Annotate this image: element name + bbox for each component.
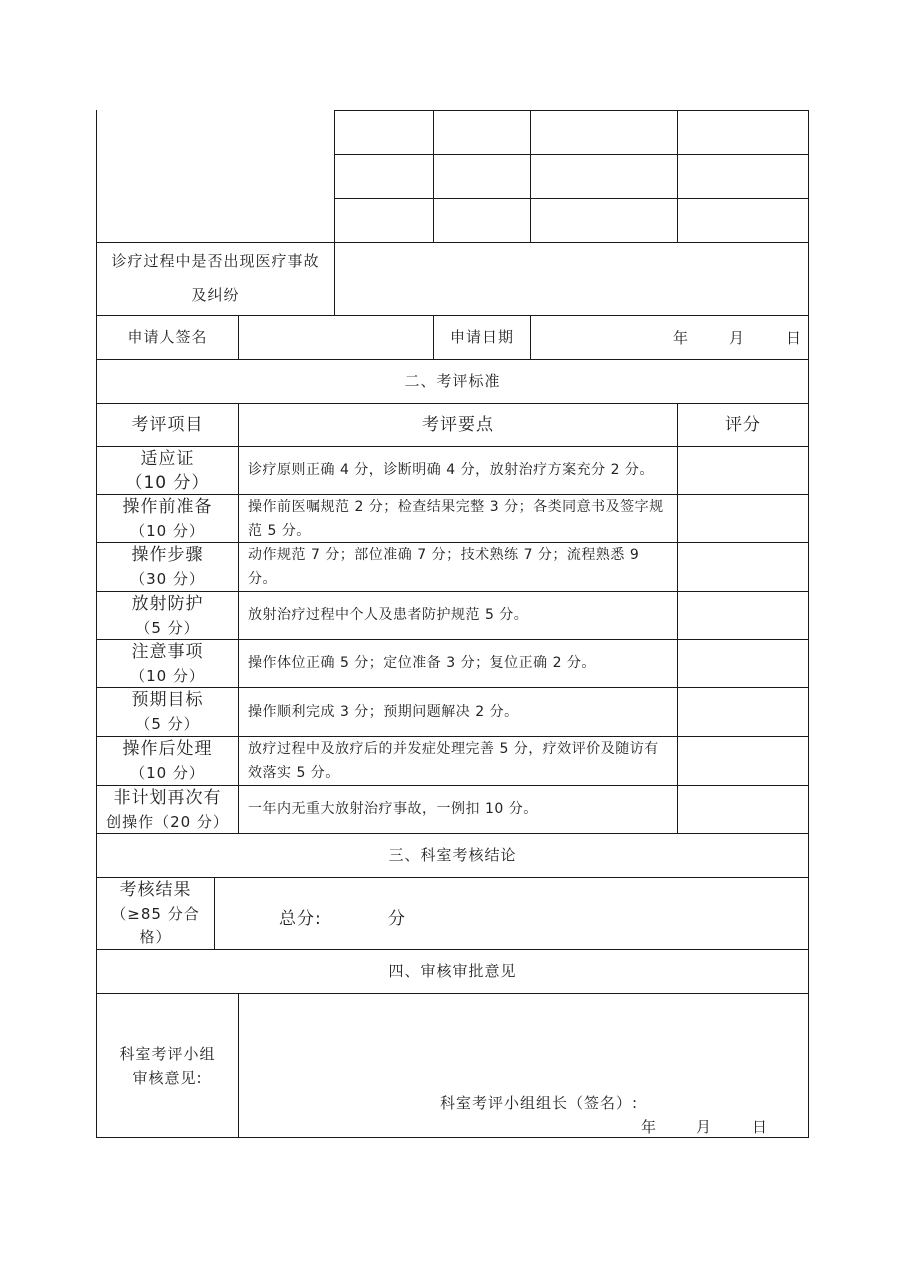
rule xyxy=(530,315,531,359)
result-threshold-end: 格） xyxy=(139,928,172,946)
item-points: （5 分） xyxy=(135,715,200,733)
item-points: （10 分） xyxy=(130,764,205,782)
date-day: 日 xyxy=(786,329,803,347)
item-points: 创操作（20 分） xyxy=(106,813,229,831)
rule xyxy=(96,242,809,243)
item-name: 预期目标 xyxy=(131,690,204,710)
item-name: 注意事项 xyxy=(131,642,204,662)
section2-title: 二、考评标准 xyxy=(404,372,501,390)
item-points: （10 分） xyxy=(125,473,210,493)
criteria-text: 动作规范 7 分；部位准确 7 分；技术熟练 7 分；流程熟悉 9 分。 xyxy=(248,547,640,587)
item-name: 非计划再次有 xyxy=(113,788,222,808)
result-label: 考核结果 xyxy=(119,880,192,900)
sign-year: 年 xyxy=(641,1118,658,1136)
criteria-text: 放疗过程中及放疗后的并发症处理完善 5 分，疗效评价及随访有效落实 5 分。 xyxy=(248,741,659,781)
rule xyxy=(96,993,809,994)
item-name: 放射防护 xyxy=(131,594,204,614)
rule xyxy=(677,403,678,833)
rule xyxy=(334,198,809,199)
rule xyxy=(334,110,335,316)
leader-signature-label: 科室考评小组组长（签名）: xyxy=(440,1094,639,1112)
opinion-label-line1: 科室考评小组 xyxy=(119,1045,216,1063)
incident-label-line2: 及纠纷 xyxy=(191,286,240,304)
opinion-label-line2: 审核意见: xyxy=(132,1069,203,1087)
rule xyxy=(677,110,678,242)
criteria-text: 操作顺利完成 3 分；预期问题解决 2 分。 xyxy=(248,704,519,720)
rule xyxy=(238,315,239,359)
criteria-text: 操作前医嘱规范 2 分；检查结果完整 3 分；各类同意书及签字规范 5 分。 xyxy=(248,499,664,539)
item-name: 适应证 xyxy=(140,449,195,469)
date-month: 月 xyxy=(729,329,746,347)
rule xyxy=(238,993,239,1137)
total-score-unit: 分 xyxy=(388,909,406,929)
rule xyxy=(96,359,809,360)
applicant-signature-label: 申请人签名 xyxy=(127,328,208,346)
rule xyxy=(96,949,809,950)
incident-label-line1: 诊疗过程中是否出现医疗事故 xyxy=(111,252,320,270)
item-name: 操作后处理 xyxy=(122,739,213,759)
sign-month: 月 xyxy=(696,1118,713,1136)
sign-day: 日 xyxy=(752,1118,769,1136)
rule xyxy=(334,154,809,155)
rule xyxy=(96,315,809,316)
section4-title: 四、审核审批意见 xyxy=(388,962,517,980)
item-points: （10 分） xyxy=(130,522,205,540)
section3-title: 三、科室考核结论 xyxy=(388,846,517,864)
application-date-label: 申请日期 xyxy=(449,328,514,346)
rule xyxy=(96,403,809,404)
criteria-text: 放射治疗过程中个人及患者防护规范 5 分。 xyxy=(248,607,529,623)
total-score-label: 总分: xyxy=(279,909,322,929)
header-points: 考评要点 xyxy=(422,415,494,435)
date-year: 年 xyxy=(673,329,690,347)
rule xyxy=(433,110,434,242)
header-score: 评分 xyxy=(725,415,761,435)
rule xyxy=(238,403,239,833)
criteria-text: 操作体位正确 5 分；定位准备 3 分；复位正确 2 分。 xyxy=(248,655,596,671)
item-points: （5 分） xyxy=(135,619,200,637)
result-threshold: （≥85 分合 xyxy=(111,905,200,923)
header-item: 考评项目 xyxy=(131,415,204,435)
item-points: （30 分） xyxy=(130,570,205,588)
rule xyxy=(96,1137,809,1138)
rule xyxy=(214,877,215,949)
criteria-text: 一年内无重大放射治疗事故，一例扣 10 分。 xyxy=(248,801,538,817)
item-name: 操作步骤 xyxy=(131,545,204,565)
rule xyxy=(334,110,809,111)
rule xyxy=(808,110,809,1138)
rule xyxy=(530,110,531,242)
item-points: （10 分） xyxy=(130,667,205,685)
item-name: 操作前准备 xyxy=(122,497,213,517)
criteria-text: 诊疗原则正确 4 分，诊断明确 4 分，放射治疗方案充分 2 分。 xyxy=(248,462,654,478)
